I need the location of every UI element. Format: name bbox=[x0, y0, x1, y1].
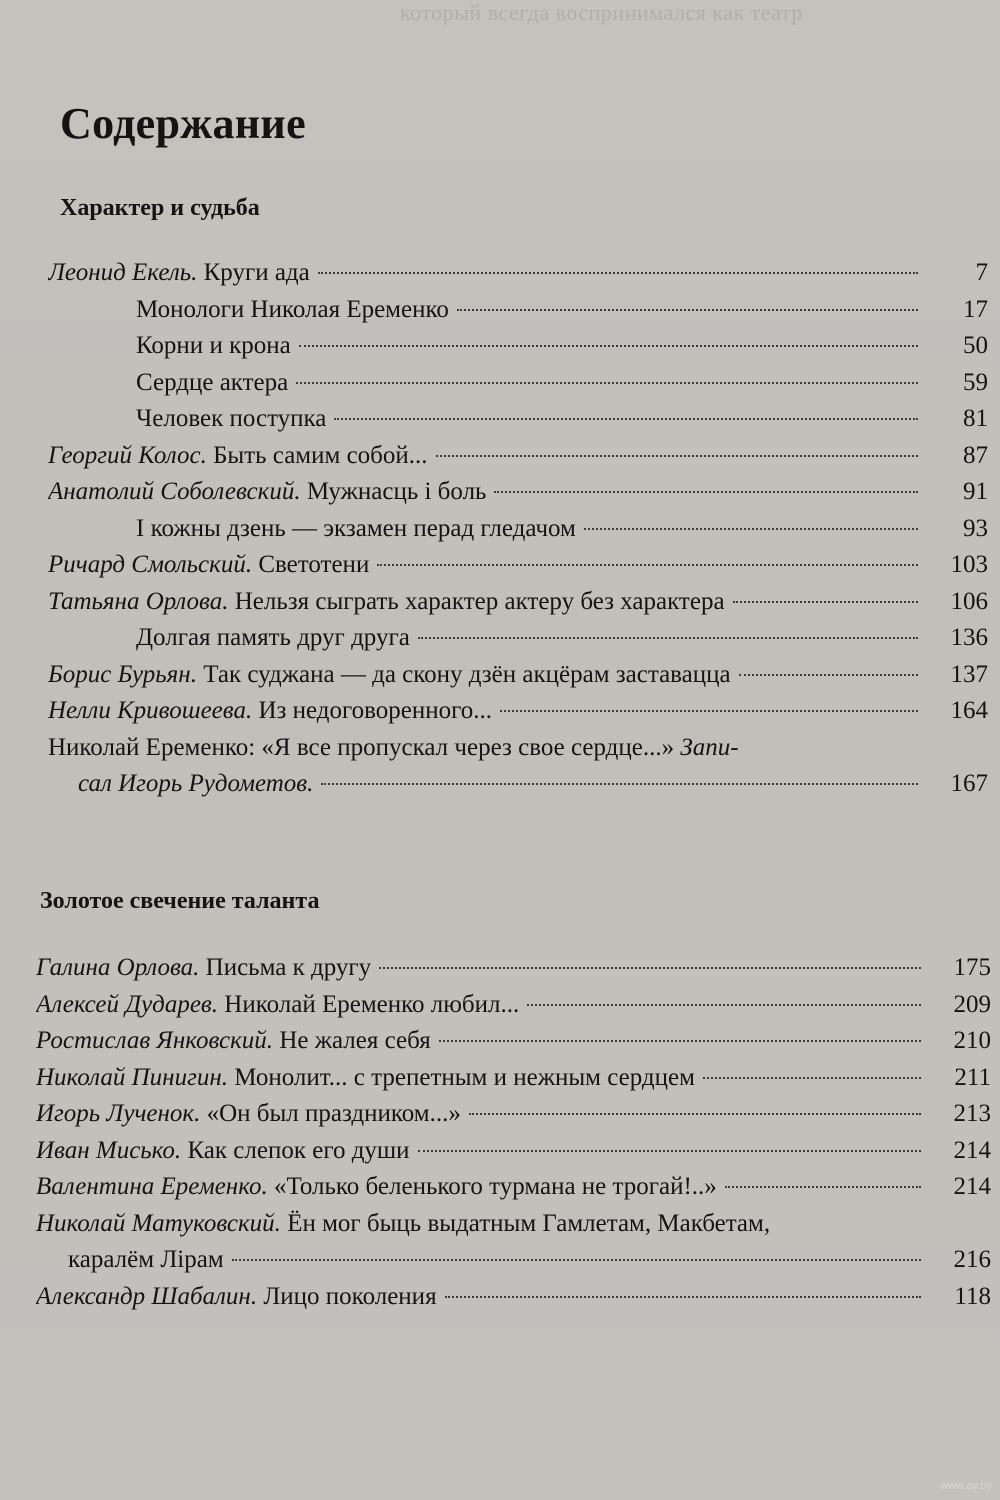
section-heading-2: Золотое свечение таланта bbox=[40, 888, 320, 914]
toc-entry-author: Николай Матуковский. bbox=[36, 1209, 281, 1237]
dot-leader bbox=[436, 455, 918, 457]
dot-leader bbox=[377, 564, 918, 566]
toc-entry-author: Валентина Еременко. bbox=[36, 1173, 268, 1200]
toc-entry-page: 167 bbox=[950, 770, 988, 797]
dot-leader bbox=[469, 1113, 921, 1115]
toc-entry bbox=[36, 987, 991, 1024]
toc-entry-text bbox=[48, 511, 576, 548]
toc-entry bbox=[48, 365, 988, 402]
toc-entry-title: Быть самим собой... bbox=[206, 441, 428, 469]
dot-leader bbox=[445, 1296, 921, 1298]
dot-leader bbox=[418, 1150, 921, 1152]
toc-entry-title: Как слепок его души bbox=[181, 1136, 410, 1164]
toc-entry-page: 214 bbox=[953, 1136, 991, 1164]
toc-entry-page: 213 bbox=[953, 1100, 991, 1127]
toc-entry-page: 59 bbox=[963, 368, 988, 396]
toc-entry-text bbox=[36, 987, 519, 1024]
toc-entry bbox=[48, 620, 988, 657]
toc-entry-page: 216 bbox=[953, 1246, 991, 1273]
toc-entry-title: Сердце актера bbox=[136, 368, 289, 396]
toc-entry-title: І кожны дзень — экзамен перад гледачом bbox=[136, 514, 576, 542]
watermark: www.ay.by bbox=[940, 1480, 992, 1492]
toc-entry-title: Ён мог быць выдатным Гамлетам, Макбетам, bbox=[280, 1209, 771, 1237]
toc-entry bbox=[48, 547, 988, 584]
toc-entry-text bbox=[36, 1279, 437, 1316]
toc-entry-page: 103 bbox=[950, 551, 988, 578]
toc-entry bbox=[48, 584, 988, 621]
dot-leader bbox=[739, 674, 918, 676]
toc-entry bbox=[48, 292, 988, 329]
toc-entry-title: Круги ада bbox=[197, 259, 310, 286]
toc-entry-title: каралём Лірам bbox=[68, 1246, 224, 1273]
toc-entry-author: Борис Бурьян. bbox=[48, 660, 197, 688]
toc-entry bbox=[36, 1279, 991, 1316]
toc-entry-author: Леонид Екель. bbox=[48, 259, 198, 286]
dot-leader bbox=[334, 418, 918, 420]
dot-leader bbox=[457, 309, 918, 311]
bleed-through-text: который всегда воспринимался как театр bbox=[400, 0, 803, 25]
toc-entry-author: сал Игорь Рудометов. bbox=[78, 770, 314, 797]
toc-entry-page: 91 bbox=[963, 478, 988, 505]
toc-entry-text bbox=[48, 766, 313, 803]
toc-entry-title: Мужнасць і боль bbox=[300, 478, 487, 505]
toc-entry-text bbox=[36, 1242, 224, 1279]
toc-entry-title: Светотени bbox=[252, 551, 370, 578]
toc-entry-author: Татьяна Орлова. bbox=[48, 587, 229, 615]
dot-leader bbox=[379, 967, 921, 969]
toc-entry-text bbox=[48, 584, 725, 621]
toc-entry-author: Игорь Лученок. bbox=[36, 1100, 201, 1127]
toc-entry bbox=[36, 1242, 991, 1279]
dot-leader bbox=[527, 1004, 921, 1006]
toc-entry-page: 164 bbox=[950, 697, 988, 724]
toc-entry-page: 211 bbox=[954, 1063, 991, 1091]
dot-leader bbox=[321, 783, 918, 785]
toc-entry-author: Запи- bbox=[680, 733, 739, 761]
toc-entry-title: «Он был праздником...» bbox=[200, 1100, 461, 1127]
toc-entry-text bbox=[36, 1169, 717, 1206]
toc-entry-author: Ричард Смольский. bbox=[48, 551, 253, 578]
toc-entry-page: 93 bbox=[963, 514, 988, 542]
toc-entry-page: 137 bbox=[950, 660, 988, 688]
toc-entry-author: Алексей Дударев. bbox=[36, 990, 219, 1018]
toc-entry bbox=[48, 328, 988, 365]
dot-leader bbox=[494, 491, 918, 493]
toc-entry bbox=[36, 1133, 991, 1170]
dot-leader bbox=[725, 1186, 921, 1188]
toc-entry-page: 81 bbox=[963, 405, 988, 432]
dot-leader bbox=[299, 345, 918, 347]
toc-entry-author: Галина Орлова. bbox=[36, 954, 200, 981]
dot-leader bbox=[439, 1040, 921, 1042]
toc-entry-text bbox=[36, 1023, 431, 1060]
toc-entry-text bbox=[48, 730, 739, 767]
toc-entry-page: 50 bbox=[963, 332, 988, 359]
toc-entry-text bbox=[48, 474, 486, 511]
toc-entry bbox=[48, 766, 988, 803]
toc-entry bbox=[36, 1060, 991, 1097]
toc-entry-text bbox=[36, 950, 371, 987]
dot-leader bbox=[232, 1259, 921, 1261]
toc-entry bbox=[36, 950, 991, 987]
toc-entry-title: Монологи Николая Еременко bbox=[136, 295, 449, 323]
dot-leader bbox=[318, 272, 918, 274]
toc-entry bbox=[48, 401, 988, 438]
toc-entry-text bbox=[48, 328, 291, 365]
dot-leader bbox=[500, 710, 918, 712]
dot-leader bbox=[296, 382, 918, 384]
toc-entry-page: 175 bbox=[953, 954, 991, 981]
toc-entry-text bbox=[48, 657, 731, 694]
toc-entry-text bbox=[48, 438, 428, 475]
toc-entry-title: Из недоговоренного... bbox=[252, 697, 492, 724]
toc-entry-page: 7 bbox=[975, 259, 988, 286]
toc-entry-title: Письма к другу bbox=[199, 954, 372, 981]
toc-entry-page: 210 bbox=[953, 1027, 991, 1054]
toc-entry-page: 118 bbox=[954, 1282, 991, 1310]
toc-entry-text bbox=[36, 1096, 461, 1133]
toc-entry-title: Человек поступка bbox=[136, 405, 327, 432]
toc-entry-author: Ростислав Янковский. bbox=[36, 1027, 274, 1054]
toc-entry-text bbox=[48, 292, 449, 329]
toc-entry bbox=[48, 693, 988, 730]
toc-entry bbox=[36, 1096, 991, 1133]
toc-entry-author: Георгий Колос. bbox=[48, 441, 207, 469]
toc-list-2 bbox=[36, 950, 991, 1315]
toc-entry-page: 209 bbox=[953, 990, 991, 1018]
toc-entry bbox=[36, 1206, 991, 1243]
toc-entry-text bbox=[48, 620, 410, 657]
toc-entry bbox=[48, 657, 988, 694]
toc-entry-text bbox=[48, 693, 492, 730]
toc-entry-title: Монолит... с трепетным и нежным сердцем bbox=[228, 1063, 695, 1091]
toc-entry-page: 87 bbox=[963, 441, 988, 469]
toc-entry-title: Николай Еременко: «Я все пропускал через свое сердце...» bbox=[48, 733, 681, 761]
toc-entry-author: Александр Шабалин. bbox=[36, 1282, 258, 1310]
section-heading-1: Характер и судьба bbox=[60, 195, 260, 221]
toc-entry bbox=[48, 730, 988, 767]
toc-entry-title: Так суджана — да скону дзён акцёрам заставацца bbox=[196, 660, 731, 688]
dot-leader bbox=[418, 637, 918, 639]
toc-entry-text bbox=[48, 547, 369, 584]
dot-leader bbox=[733, 601, 918, 603]
toc-entry-text bbox=[36, 1206, 770, 1243]
toc-entry-page: 106 bbox=[950, 587, 988, 615]
toc-entry bbox=[48, 511, 988, 548]
toc-entry-title: «Только беленького турмана не трогай!..» bbox=[267, 1173, 717, 1200]
toc-entry-page: 17 bbox=[963, 295, 988, 323]
toc-entry-title: Долгая память друг друга bbox=[136, 624, 410, 651]
toc-entry-page: 214 bbox=[953, 1173, 991, 1200]
toc-entry-text bbox=[48, 365, 288, 402]
toc-list-1 bbox=[48, 255, 988, 803]
toc-entry bbox=[36, 1169, 991, 1206]
toc-entry-text bbox=[48, 255, 310, 292]
toc-entry-page: 136 bbox=[950, 624, 988, 651]
toc-entry-title: Корни и крона bbox=[136, 332, 291, 359]
toc-entry-author: Анатолий Соболевский. bbox=[48, 478, 301, 505]
toc-entry bbox=[36, 1023, 991, 1060]
toc-entry-title: Лицо поколения bbox=[257, 1282, 437, 1310]
toc-entry-text bbox=[36, 1060, 695, 1097]
toc-entry-author: Иван Мисько. bbox=[36, 1136, 182, 1164]
toc-entry-text bbox=[48, 401, 326, 438]
toc-entry bbox=[48, 255, 988, 292]
toc-entry-author: Николай Пинигин. bbox=[36, 1063, 228, 1091]
toc-entry bbox=[48, 438, 988, 475]
dot-leader bbox=[584, 528, 918, 530]
toc-entry-text bbox=[36, 1133, 410, 1170]
page-title: Содержание bbox=[60, 99, 306, 148]
toc-entry-title: Не жалея себя bbox=[273, 1027, 431, 1054]
toc-entry-author: Нелли Кривошеева. bbox=[48, 697, 253, 724]
toc-entry bbox=[48, 474, 988, 511]
toc-entry-title: Николай Еременко любил... bbox=[218, 990, 520, 1018]
toc-entry-title: Нельзя сыграть характер актеру без характера bbox=[228, 587, 725, 615]
dot-leader bbox=[703, 1077, 921, 1079]
